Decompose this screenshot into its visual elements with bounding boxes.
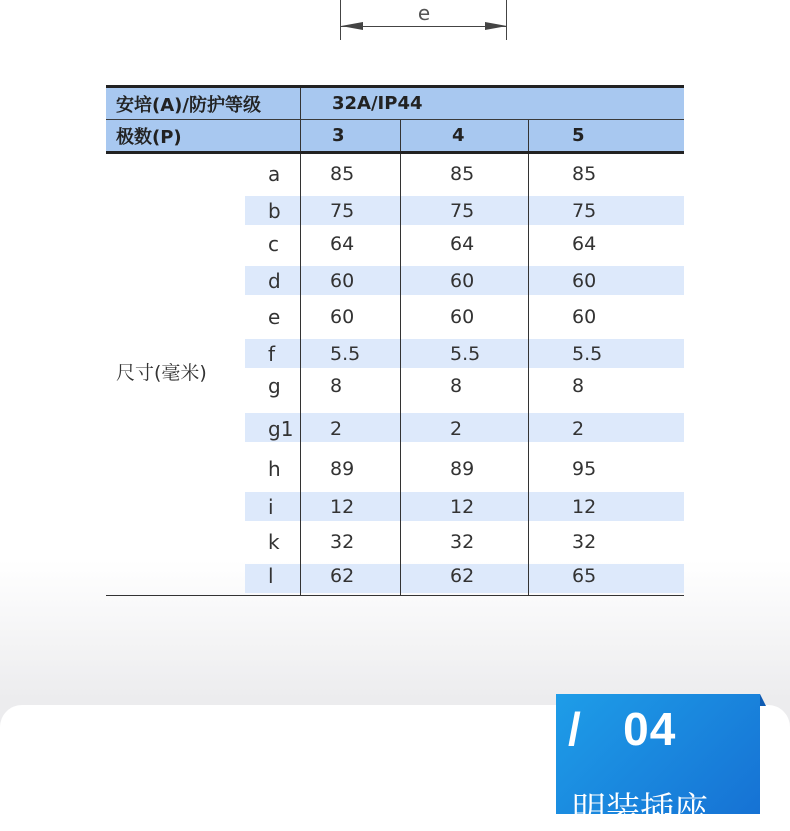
dimension-key: g1 [268,417,294,441]
header-divider [300,120,301,151]
dimension-value-5p: 75 [572,200,597,222]
dimension-extension-line-left [340,0,341,40]
dimension-value-3p: 32 [330,531,355,553]
dimension-label: e [414,0,434,26]
dimension-key: d [268,269,281,293]
header-divider [300,88,301,119]
dimension-value-3p: 12 [330,496,355,518]
dimension-extension-line-right [506,0,507,40]
column-divider [300,154,301,595]
badge-fold [760,694,766,706]
arrow-left-icon [341,22,363,30]
dimension-value-4p: 60 [450,270,475,292]
header-label-poles: 极数(P) [116,126,182,148]
dimension-value-4p: 12 [450,496,475,518]
dimension-value-4p: 32 [450,531,475,553]
header-value-current: 32A/IP44 [332,93,423,114]
dimension-value-4p: 62 [450,565,475,587]
pole-5: 5 [572,125,585,146]
dimension-value-5p: 12 [572,496,597,518]
dimension-value-4p: 2 [450,418,463,440]
dimension-value-3p: 75 [330,200,355,222]
dimension-value-4p: 8 [450,375,463,397]
row-band [245,413,684,442]
arrow-right-icon [485,22,507,30]
pole-3: 3 [332,125,345,146]
header-divider [528,120,529,151]
dimension-value-3p: 64 [330,233,355,255]
dimension-value-3p: 62 [330,565,355,587]
dimension-line [341,26,507,27]
section-subtitle: 明装插座 [572,790,708,830]
dimension-value-5p: 60 [572,270,597,292]
dimension-value-5p: 8 [572,375,585,397]
dimension-key: k [268,530,280,554]
dimension-value-4p: 60 [450,306,475,328]
dimension-value-3p: 8 [330,375,343,397]
dimension-value-3p: 89 [330,458,355,480]
dimension-value-4p: 64 [450,233,475,255]
dimension-value-3p: 85 [330,163,355,185]
dimension-key: l [268,564,274,588]
dimension-value-5p: 32 [572,531,597,553]
spec-table [106,85,684,596]
dimension-value-3p: 60 [330,270,355,292]
header-row-poles [106,119,684,154]
dimension-value-5p: 2 [572,418,585,440]
pole-4: 4 [452,125,465,146]
dimension-value-5p: 60 [572,306,597,328]
dimension-value-5p: 5.5 [572,343,603,365]
column-divider [528,154,529,595]
column-divider [400,154,401,595]
dimension-value-3p: 2 [330,418,343,440]
dimension-value-5p: 65 [572,565,597,587]
dimension-key: a [268,162,281,186]
dimension-value-4p: 75 [450,200,475,222]
dimension-value-5p: 85 [572,163,597,185]
dimension-value-4p: 85 [450,163,475,185]
header-label-current: 安培(A)/防护等级 [116,94,261,116]
dimension-value-4p: 89 [450,458,475,480]
row-group-label: 尺寸(毫米) [116,362,207,384]
table-body [106,154,684,596]
dimension-value-5p: 95 [572,458,597,480]
dimension-key: h [268,457,281,481]
dimension-value-5p: 64 [572,233,597,255]
dimension-key: e [268,305,281,329]
header-row-current [106,85,684,119]
dimension-key: b [268,199,281,223]
dimension-key: g [268,374,281,398]
dimension-value-4p: 5.5 [450,343,481,365]
dimension-key: i [268,495,274,519]
section-number: / 04 [568,703,677,755]
dimension-value-3p: 60 [330,306,355,328]
dimension-key: c [268,232,279,256]
dimension-value-3p: 5.5 [330,343,361,365]
header-divider [400,120,401,151]
dimension-key: f [268,342,276,366]
